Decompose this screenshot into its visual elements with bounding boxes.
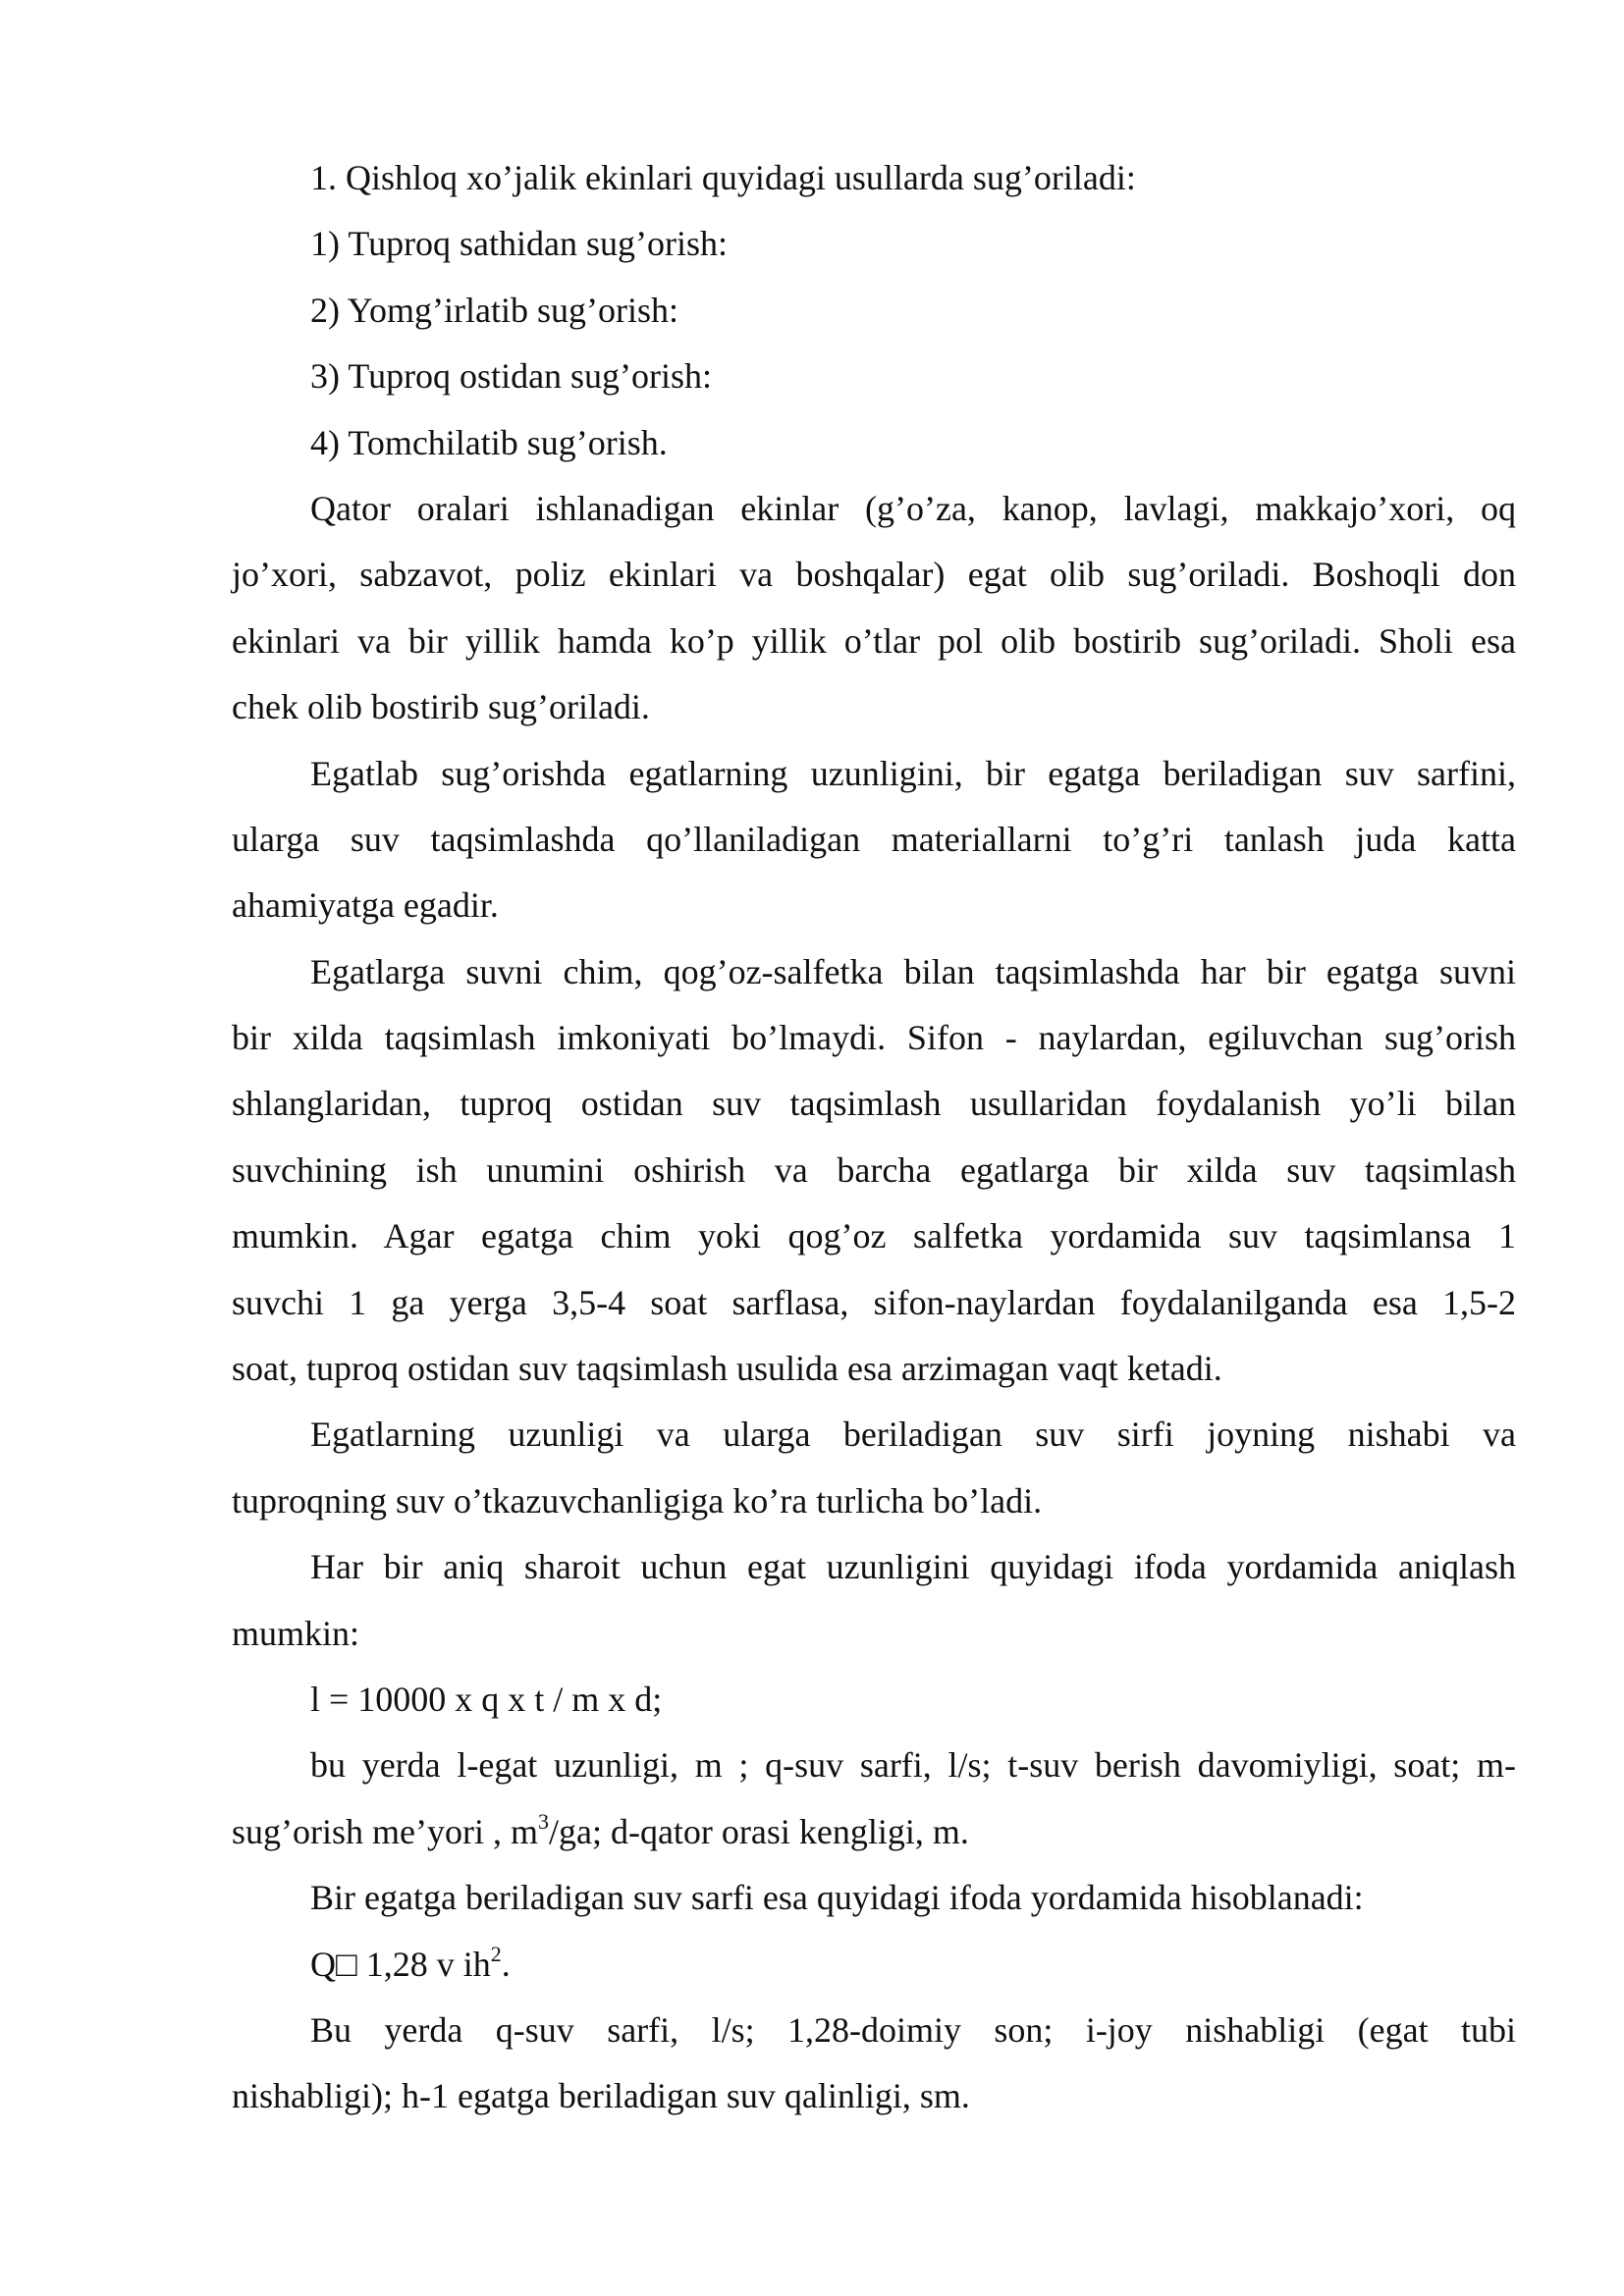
superscript: 3 bbox=[537, 1808, 549, 1834]
text-fragment: . bbox=[501, 1944, 511, 1984]
text-line: suvchining ish unumini oshirish va barcha egatlarga bir xilda suv taqsimlash bbox=[232, 1149, 1516, 1190]
text-line: shlanglaridan, tuproq ostidan suv taqsimlash usullaridan foydalanish yo’li bilan bbox=[232, 1084, 1516, 1124]
text-line: chek olib bostirib sug’oriladi. bbox=[232, 687, 650, 727]
list-item: 1) Tuproq sathidan sug’orish: bbox=[310, 224, 729, 264]
text-fragment: Q bbox=[310, 1944, 336, 1984]
text-line: ahamiyatga egadir. bbox=[232, 885, 499, 926]
text-line: Har bir aniq sharoit uchun egat uzunligini quyidagi ifoda yordamida aniqlash bbox=[310, 1547, 1516, 1587]
text-line: Egatlarga suvni chim, qog’oz-salfetka bilan taqsimlashda har bir egatga suvni bbox=[310, 951, 1516, 991]
missing-glyph: □ bbox=[336, 1944, 357, 1984]
text-line: mumkin. Agar egatga chim yoki qog’oz salfetka yordamida suv taqsimlansa 1 bbox=[232, 1216, 1516, 1256]
text-line bbox=[232, 1799, 1516, 1865]
text-line: Egatlab sug’orishda egatlarning uzunligini, bir egatga beriladigan suv sarfini, bbox=[310, 753, 1516, 793]
formula-length: l = 10000 x q x t / m x d; bbox=[310, 1679, 663, 1719]
list-item: 3) Tuproq ostidan sug’orish: bbox=[310, 356, 713, 397]
text-line: nishabligi); h-1 egatga beriladigan suv qalinligi, sm. bbox=[232, 2076, 970, 2116]
text-line: bir xilda taqsimlash imkoniyati bo’lmaydi. Sifon - naylardan, egiluvchan sug’orish bbox=[232, 1018, 1516, 1058]
list-item: 4) Tomchilatib sug’orish. bbox=[310, 422, 668, 462]
text-fragment: sug’orish me’yori , m bbox=[232, 1811, 538, 1851]
document-page bbox=[232, 145, 1516, 2130]
text-line: tuproqning suv o’tkazuvchanligiga ko’ra turlicha bo’ladi. bbox=[232, 1480, 1043, 1521]
text-line: suvchi 1 ga yerga 3,5-4 soat sarflasa, sifon-naylardan foydalanilganda esa 1,5-2 bbox=[232, 1282, 1516, 1322]
formula-flow bbox=[232, 1932, 1516, 1998]
text-line: mumkin: bbox=[232, 1613, 360, 1653]
text-line: Qator oralari ishlanadigan ekinlar (g’o’za, kanop, lavlagi, makkajo’xori, oq bbox=[310, 488, 1516, 528]
text-line: ekinlari va bir yillik hamda ko’p yillik o’tlar pol olib bostirib sug’oriladi. Sholi esa bbox=[232, 620, 1516, 661]
text-line: bu yerda l-egat uzunligi, m ; q-suv sarfi, l/s; t-suv berish davomiyligi, soat; m- bbox=[310, 1745, 1516, 1786]
text-line: soat, tuproq ostidan suv taqsimlash usulida esa arzimagan vaqt ketadi. bbox=[232, 1349, 1222, 1389]
superscript: 2 bbox=[490, 1941, 502, 1966]
text-line: ularga suv taqsimlashda qo’llaniladigan materiallarni to’g’ri tanlash juda katta bbox=[232, 819, 1516, 859]
list-item: 2) Yomg’irlatib sug’orish: bbox=[310, 290, 679, 330]
text-line: Egatlarning uzunligi va ularga beriladigan suv sirfi joyning nishabi va bbox=[310, 1415, 1516, 1455]
text-line: Bu yerda q-suv sarfi, l/s; 1,28-doimiy son; i-joy nishabligi (egat tubi bbox=[310, 2009, 1516, 2050]
text-line: 1. Qishloq xo’jalik ekinlari quyidagi usullarda sug’oriladi: bbox=[310, 158, 1136, 197]
text-fragment: 1,28 v ih bbox=[356, 1944, 491, 1984]
text-line: Bir egatga beriladigan suv sarfi esa quyidagi ifoda yordamida hisoblanadi: bbox=[310, 1878, 1364, 1918]
text-fragment: /ga; d-qator orasi kengligi, m. bbox=[548, 1811, 969, 1851]
text-line: jo’xori, sabzavot, poliz ekinlari va boshqalar) egat olib sug’oriladi. Boshoqli don bbox=[232, 555, 1516, 595]
